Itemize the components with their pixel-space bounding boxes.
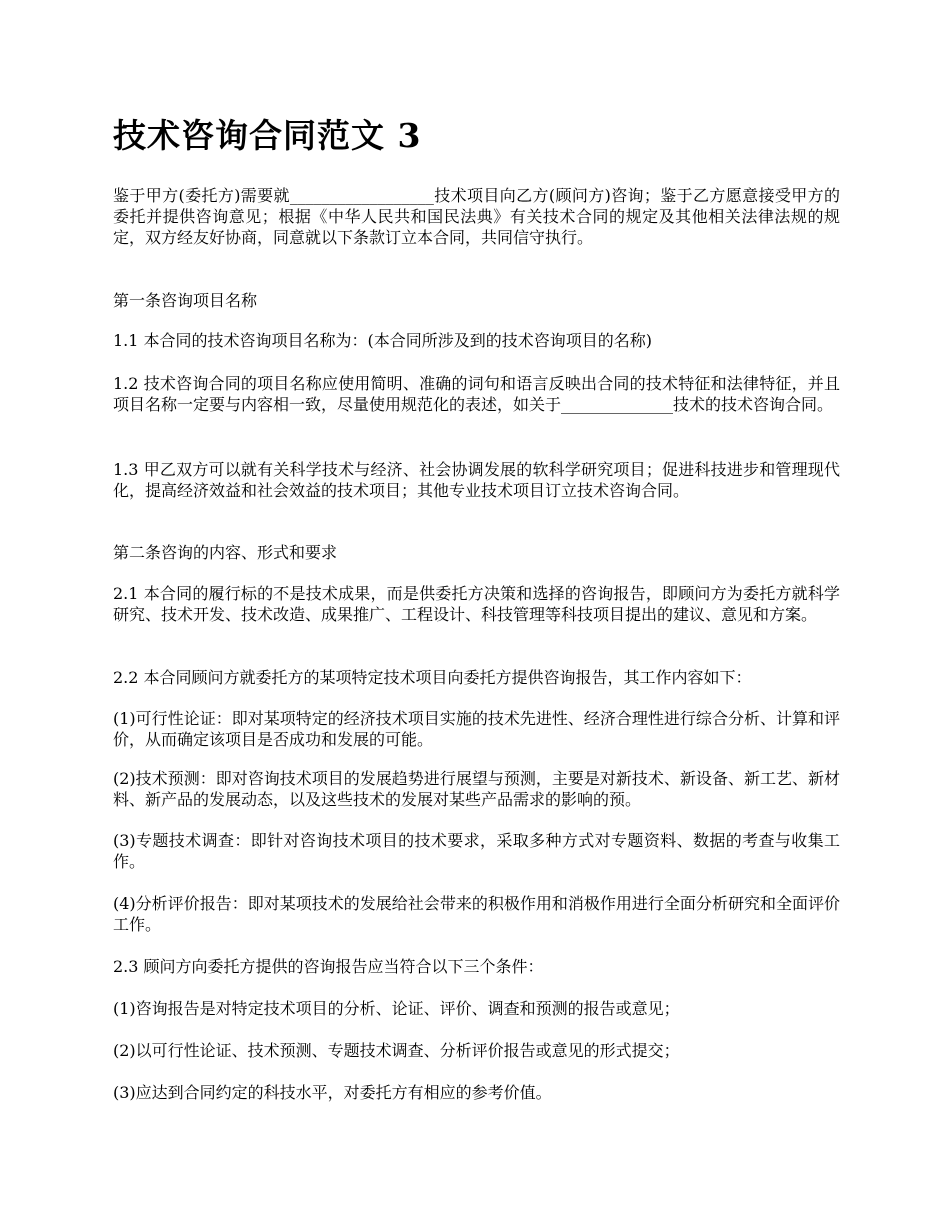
clause-1-3-paragraph: 1.3 甲乙双方可以就有关科学技术与经济、社会协调发展的软科学研究项目；促进科技进步和管理现代化，提高经济效益和社会效益的技术项目；其他专业技术项目订立技术咨询合同。 xyxy=(113,460,840,500)
article-2-heading: 第二条咨询的内容、形式和要求 xyxy=(113,543,338,562)
item-feasibility-paragraph: (1)可行性论证：即对某项特定的经济技术项目实施的技术先进性、经济合理性进行综合分析、计算和评价，从而确定该项目是否成功和发展的可能。 xyxy=(113,709,840,749)
clause-2-1-paragraph: 2.1 本合同的履行标的不是技术成果，而是供委托方决策和选择的咨询报告，即顾问方为委托方就科学研究、技术开发、技术改造、成果推广、工程设计、科技管理等科技项目提出的建议、意见和方案。 xyxy=(113,584,840,624)
article-1-heading: 第一条咨询项目名称 xyxy=(113,291,258,310)
clause-2-3-paragraph: 2.3 顾问方向委托方提供的咨询报告应当符合以下三个条件： xyxy=(113,957,544,976)
preamble-paragraph: 鉴于甲方(委托方)需要就__________________技术项目向乙方(顾问方)咨询；鉴于乙方愿意接受甲方的委托并提供咨询意见；根据《中华人民共和国民法典》有关技术合同的规定及其他相关法律法规的规定，双方经友好协商，同意就以下条款订立本合同，共同信守执行。 xyxy=(113,186,840,247)
item-evaluation-paragraph: (4)分析评价报告：即对某项技术的发展给社会带来的积极作用和消极作用进行全面分析研究和全面评价工作。 xyxy=(113,894,840,934)
document-title: 技术咨询合同范文 3 xyxy=(113,116,422,155)
clause-2-2-paragraph: 2.2 本合同顾问方就委托方的某项特定技术项目向委托方提供咨询报告，其工作内容如下： xyxy=(113,668,752,687)
clause-1-1-paragraph: 1.1 本合同的技术咨询项目名称为：(本合同所涉及到的技术咨询项目的名称) xyxy=(113,331,653,350)
item-forecast-paragraph: (2)技术预测：即对咨询技术项目的发展趋势进行展望与预测，主要是对新技术、新设备、新工艺、新材料、新产品的发展动态，以及这些技术的发展对某些产品需求的影响的预。 xyxy=(113,769,840,809)
condition-1-paragraph: (1)咨询报告是对特定技术项目的分析、论证、评价、调查和预测的报告或意见； xyxy=(113,999,680,1018)
clause-1-2-paragraph: 1.2 技术咨询合同的项目名称应使用简明、准确的词句和语言反映出合同的技术特征和法律特征，并且项目名称一定要与内容相一致，尽量使用规范化的表述，如关于______________技术的技术咨询合同。 xyxy=(113,374,840,414)
condition-2-paragraph: (2)以可行性论证、技术预测、专题技术调查、分析评价报告或意见的形式提交； xyxy=(113,1041,680,1060)
item-survey-paragraph: (3)专题技术调查：即针对咨询技术项目的技术要求，采取多种方式对专题资料、数据的考查与收集工作。 xyxy=(113,831,840,871)
condition-3-paragraph: (3)应达到合同约定的科技水平，对委托方有相应的参考价值。 xyxy=(113,1083,552,1102)
